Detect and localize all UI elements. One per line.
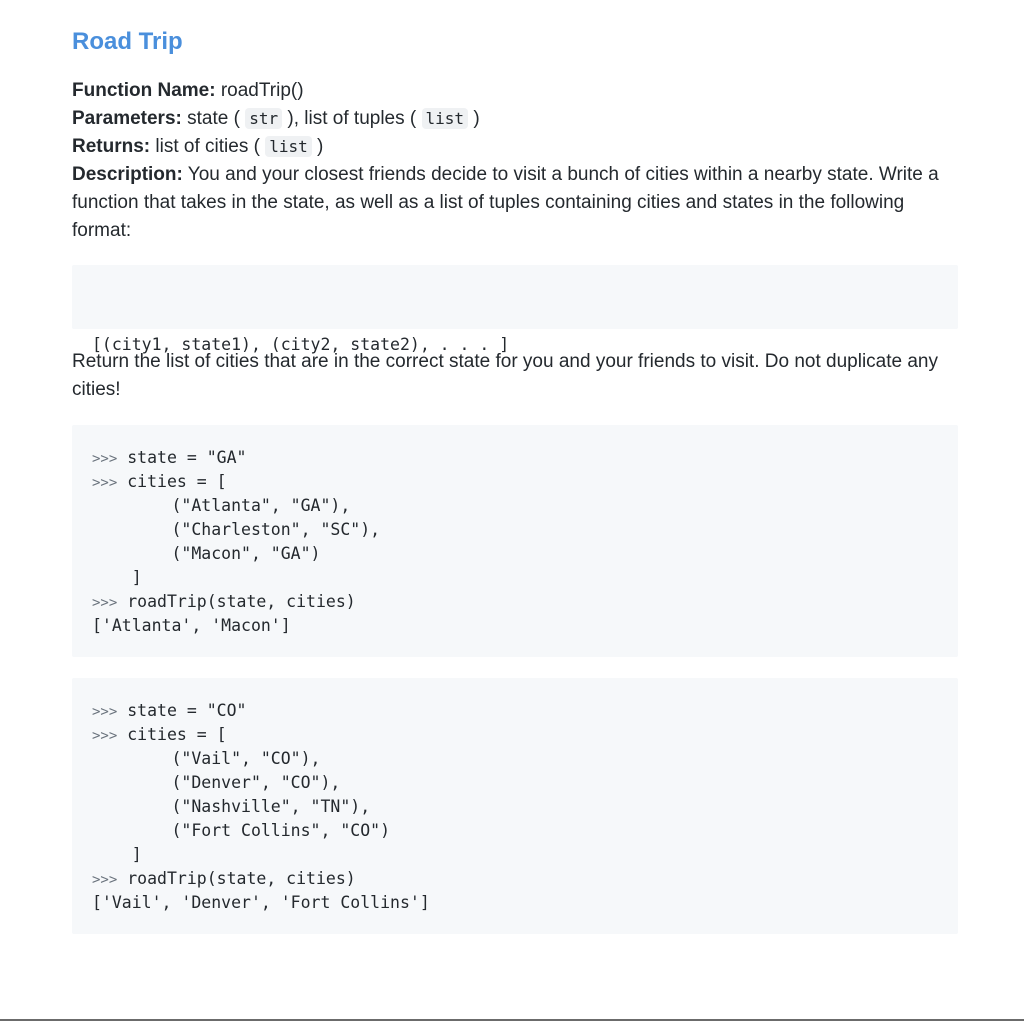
prompt-marker: >>> xyxy=(92,451,118,467)
code-line xyxy=(92,843,938,867)
code-text: state = "CO" xyxy=(127,701,247,720)
example-1-code-block xyxy=(72,425,958,657)
prompt-marker: >>> xyxy=(92,728,118,744)
returns-label: Returns: xyxy=(72,136,151,157)
code-text: ] xyxy=(92,568,142,587)
code-line xyxy=(92,614,938,638)
format-code-block xyxy=(72,265,958,354)
code-line xyxy=(92,867,938,891)
code-text: ("Denver", "CO"), xyxy=(92,773,341,792)
code-text: cities = [ xyxy=(127,725,227,744)
code-line xyxy=(92,542,938,566)
code-line xyxy=(92,795,938,819)
example-2-code-block xyxy=(72,678,958,934)
code-text: ] xyxy=(92,845,142,864)
parameters-text-1: state ( xyxy=(187,108,240,129)
description-text: You and your closest friends decide to visit a bunch of cities within a nearby state. Write a function that takes in the state, as well as a list of tuples containing cities and states in the following format: xyxy=(72,164,939,241)
code-text: ("Atlanta", "GA"), xyxy=(92,496,351,515)
code-text: ("Vail", "CO"), xyxy=(92,749,321,768)
returns-text-2: ) xyxy=(317,136,324,157)
parameters-label: Parameters: xyxy=(72,108,182,129)
prompt-marker: >>> xyxy=(92,595,118,611)
prompt-marker: >>> xyxy=(92,475,118,491)
code-line xyxy=(92,747,938,771)
prompt-marker: >>> xyxy=(92,704,118,720)
code-text: cities = [ xyxy=(127,472,227,491)
returns-line xyxy=(72,133,958,161)
function-spec xyxy=(72,77,958,245)
return-description: Return the list of cities that are in the correct state for you and your friends to visit. Do not duplicate any cities! xyxy=(72,351,938,400)
function-name-value: roadTrip() xyxy=(220,80,304,101)
parameters-code-str: str xyxy=(245,108,282,129)
returns-code-list: list xyxy=(265,136,312,157)
code-line xyxy=(92,891,938,915)
code-line xyxy=(92,819,938,843)
code-text: ("Fort Collins", "CO") xyxy=(92,821,391,840)
code-text: ("Macon", "GA") xyxy=(92,544,321,563)
code-line xyxy=(92,494,938,518)
function-name-label: Function Name: xyxy=(72,80,216,101)
code-line xyxy=(92,723,938,747)
parameters-code-list: list xyxy=(422,108,469,129)
parameters-text-3: ) xyxy=(473,108,480,129)
format-code-line: [(city1, state1), (city2, state2), . . . ] xyxy=(92,335,510,354)
code-line xyxy=(92,470,938,494)
parameters-text-2: ), list of tuples ( xyxy=(287,108,417,129)
function-name-line xyxy=(72,77,958,105)
code-line xyxy=(92,699,938,723)
code-line xyxy=(92,446,938,470)
prompt-marker: >>> xyxy=(92,872,118,888)
returns-text-1: list of cities ( xyxy=(155,136,260,157)
code-text: ("Charleston", "SC"), xyxy=(92,520,381,539)
code-text: ("Nashville", "TN"), xyxy=(92,797,371,816)
code-line xyxy=(92,590,938,614)
parameters-line xyxy=(72,105,958,133)
code-text: ['Vail', 'Denver', 'Fort Collins'] xyxy=(92,893,430,912)
description-label: Description: xyxy=(72,164,183,185)
description-paragraph xyxy=(72,161,958,245)
code-text: roadTrip(state, cities) xyxy=(127,869,356,888)
code-text: state = "GA" xyxy=(127,448,247,467)
code-line xyxy=(92,518,938,542)
page-title: Road Trip xyxy=(72,28,183,55)
code-line xyxy=(92,566,938,590)
code-line xyxy=(92,771,938,795)
code-text: roadTrip(state, cities) xyxy=(127,592,356,611)
code-text: ['Atlanta', 'Macon'] xyxy=(92,616,291,635)
